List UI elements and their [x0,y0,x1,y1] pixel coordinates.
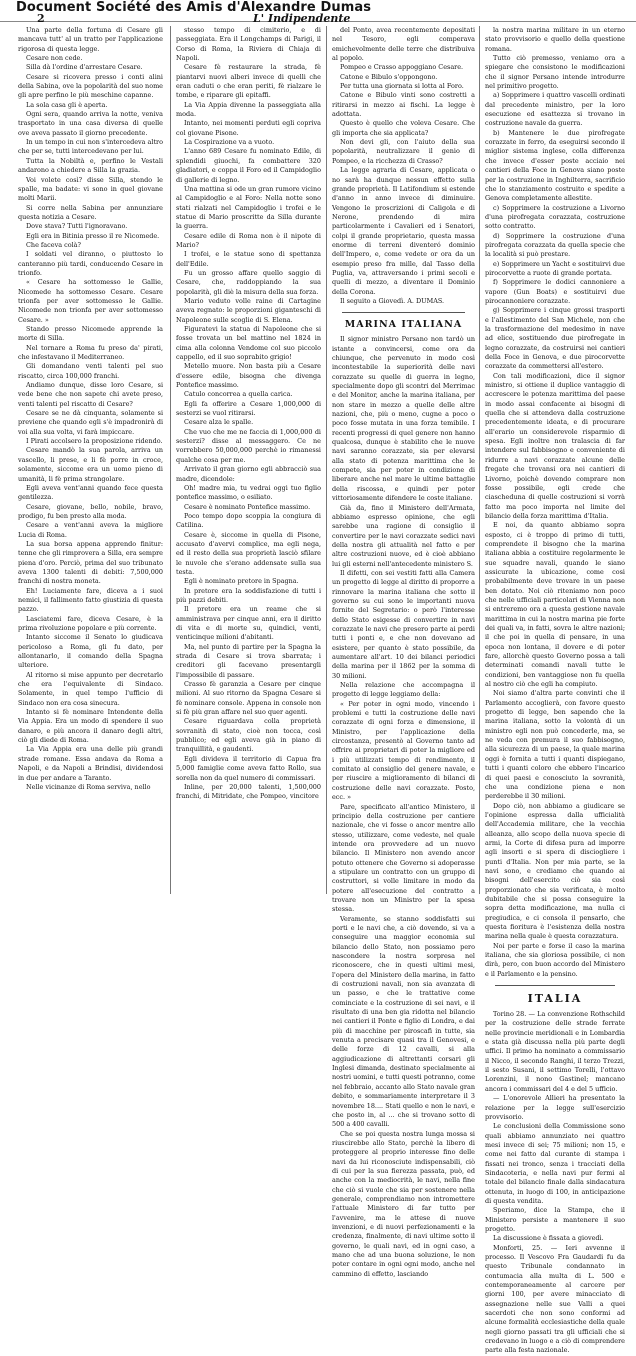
article-paragraph: Lasciatemi fare, diceva Cesare, è la prima rivoluzione popolare e più corrente. [18,614,163,632]
article-paragraph: — L'onorevole Allieri ha presentato la relazione per la legge sull'esercizio provvisorio. [485,1094,625,1121]
article-paragraph: Intanto, nei momenti perduti egli copriva col giovane Pisone. [176,119,321,137]
article-paragraph: I trofei, e le statue sono di spettanza dell'Edile. [176,250,321,268]
article-paragraph: Cesare edile di Roma non è il nipote di Mario? [176,231,321,249]
article-paragraph: Non devi gli, con l'aiuto della sua popolarità, neutralizzare il genio di Pompeo, e la ricchezza di Crasso? [332,138,475,165]
article-paragraph: Cesare se ne dà cinquanta, solamente si previene che quando egli s'è impadronirà di voi alla sua volta, vi farà impiccare. [18,409,163,436]
article-paragraph: La sola casa gli è aperta. [26,100,108,109]
article-paragraph: Monforti, 25. — Ieri avvenne il processo. Il Vescovo Fra Gaudardi fu da questo Tribunale condannato in contumacia alla multa di L. 500 e contemporaneamente al carcere per giorni 100, per avere minacciato di assegnazione nelle sue Valli a quei sacerdoti che non sono conformi ad alcune formalità ecclesiastiche della quale negli giorno passati tra gli ufficiali che si credevano in luogo e a ciò di comprendere parte alla festa nazionale. [485,1243,625,1355]
article-paragraph: g) Sopprimere i cinque grossi trasporti e l'allestimento del San Michele, non che la trasformazione del medesimo in nave ad elice, sostituendo due pirofregate in legno corazzate, da costruirsi nei cantieri della Foce in Genova, e due pirocorvette corazzate da commettersi all'estero. [485,306,625,371]
article-paragraph: « Cesare ha sottomesso le Gallie, Nicomede ha sottomesso Cesare. Cesare trionfa per aver sottomesso le Gallie. Nicomede non trionfa per aver sottomesso Cesare. » [18,278,163,324]
article-paragraph: Figuratevi la statua di Napoleone che si fosse trovata un bel mattino nel 1824 in cima alla colonna Vendome col suo piccolo cappello, ed il suo soprabito grigio! [176,325,321,362]
article-paragraph: L'anno 689 Cesare fu nominato Edile, di splendidi giuochi, fa combattere 320 gladiatori, e coppa il Foro ed il Campidoglio di gallerie di legno. [176,147,321,184]
column-divider [479,26,480,894]
article-paragraph: Dove stava? Tutti l'ignoravano. [26,222,128,231]
article-paragraph: Dopo ciò, non abbiamo a giudicare se l'opinione espressa dalla ufficialità dell'Accademia militare, che la vecchia alleanza, allo scopo della nuova specie di armi, la Corte di difesa pura ad imporre agli insorti e si spera di disciogliere i punti d'Italia. Non per mia parte, se la navi sono, e crediamo che quando ai bisogni dell'esercito ciò sia così proporzionato che sia verificata, è molto dubitabile che si possa conseguire la sopra detta modificazione, ma nulla ci pregiudica, e ci consola il pensarlo, che questa fioritura è l'esistenza della nostra marina nella quale è questa corazzatura. [485,801,625,941]
article-paragraph: Egli divideva il territorio di Capua fra 5,000 famiglie come aveva fatto Rollo, sua sorella non da quel numero di commissari. [176,754,321,782]
article-paragraph: Tutto ciò premesso, veniamo ora a spiegare che consistono le modificazioni che il signor Persano intende introdurre nel primitivo progetto. [485,54,625,91]
article-paragraph: Questo è quello che voleva Cesare. Che gli importa che sia applicata? [332,119,475,137]
article-paragraph: Gli domandano venti talenti pel suo riscatto, circa 100,000 franchi. [18,362,163,380]
article-paragraph: La Via Appia divenne la passeggiata alla moda. [176,100,321,119]
article-paragraph: Pare, specificato all'antico Ministero, il principio della costruzione per cantiere nazionale, che vi fosse o ancor mentre allo stesso, utilizzare, come vedeste, nel quale intende ora provvedere ad un nuovo bilancio. Il Ministero non avendo ancor potuto ottenere che Governo si adoperasse a stipulare un contratto con un gruppo di costruttori, si volle limitare in modo da potere all'esecuzione del contratto a trovare non un Ministro per la spesa stessa. [332,802,475,914]
article-paragraph: Si corre nella Sabina per annunziare questa notizia a Cesare. [18,203,163,221]
article-paragraph: Una parte della fortuna di Cesare gli mancava tutt' al un tratto per l'applicazione rigorosa di questa legge. [18,26,163,53]
article-paragraph: Nelle vicinanze di Roma serviva, nello [26,782,151,791]
article-paragraph: e) Sopprimere un Yacht e sostituirvi due pirocorvette a ruote di grande portata. [485,259,625,277]
article-paragraph: Oh! madre mia, tu vedrai oggi tuo figlio pontefice massimo, o esiliato. [176,483,321,502]
article-paragraph: Egli è nominato pretore in Spagna. [184,577,299,586]
article-paragraph: Cesare mandò la sua parola, arriva un vascello, li prese, e li fè porre in croce, solamente, siccome era un uomo pieno di umanità, li fè prima strangolare. [18,446,163,483]
article-paragraph: Catone e Bibulo vinti sono costretti a ritirarsi in mezzo ai fischi. La legge è adottata. [332,91,475,119]
article-paragraph: Il signor ministro Persano non tardò un istante a convincersi, come ora da chiunque, che pervenuto in modo così incontestabile la superiorità delle navi corazzate su quelle di guerra in legno, specialmente dopo gli scontri del Merrimac e del Monitor, anche la marina italiana, per non stare in mezzo a quelle delle altre nazioni, che, più o meno, cugne a poco o poco fosse mutata in una forza temibile. I recenti progressi di quel genere non hanno qualcosa, dunque è stabilito che le nuove navi saranno corazzate, sia per elevarsi alla stato di potenza marittima che le compete, sia per poter in condizione di liberare anche nel mare le ultime battaglie della riscossa, e quindi per poter vittoriosamente difendere le coste italiane. [332,335,475,503]
article-paragraph: Per tutta una giornata si lotta al Foro. [340,82,464,91]
article-paragraph: Cesare alza le spalle. [184,418,254,427]
article-paragraph: I Pirati accolsero la proposizione ridendo. [26,437,163,446]
article-paragraph: Arrivato il gran giorno egli abbracciò sua madre, dicendole: [176,465,321,483]
article-paragraph: Fu un grosso affare quello saggio di Cesare, che, raddoppiando la sua popolarità, gli diè la misura della sua forza. [176,268,321,296]
article-paragraph: Tutta la Nobiltà e, perfino le Vestali andarono a chiedere a Silla la grazia. [18,156,163,175]
article-paragraph: d) Sopprimere la costruzione d'una pirofregata corazzata da quella specie che la località si può prestare. [485,231,625,259]
article-paragraph: Stando presso Nicomede apprende la morte di Silla. [18,325,163,343]
article-paragraph: f) Sopprimere le dodici cannoniere a vapore (Gun Boats) e sostituirvi due pirocannoniere corazzate. [485,278,625,305]
section-divider [342,312,465,313]
article-paragraph: Nel tornare a Roma fu preso da' pirati, che infestavano il Mediterraneo. [18,343,163,362]
article-paragraph: Che faceva colà? [26,240,81,249]
article-paragraph: Catone e Bibulo s'oppongono. [340,72,438,81]
article-paragraph: Che se poi questa nostra lunga mossa si riuscirebbe allo Stato, perchè la libero di proteggere al proprio interesse fino delle navi da lui riconosciute indispensabili, ciò di cui per la sua fierezza passata, può, ed anche con la mediocrità, le navi, nella fine che ciò si vuole che sia per sostenere nella generale, comprendiamo non intromettere l'attuale Ministero di far tutto per l'avvenire, ma le attese di nuove invenzioni, e di nuovi perfezionamenti e la credenza, finalmente, di navi ultime sotto il governo, le quali navi, ed in ogni caso, a mano che ad una buona soluzione, le non poter contare in ogni ogni modo, anche nel cammino di effetto, lasciando [332,1129,475,1278]
article-paragraph: Il seguito a Giovedì. A. DUMAS. [340,296,445,305]
article-paragraph: Voi volete così? disse Silla, stendo le spalle, ma badate: vi sono in quel giovane molti Marii. [18,175,163,203]
section-heading: ITALIA [527,992,583,1006]
article-paragraph: del Ponto, avea recentemente depositati nel Tesoro, egli comperava emichevolmente delle terre che distribuiva al popolo. [332,26,475,63]
article-paragraph: Mario veduto volle raine di Cartagine aveva regnato: le proporzioni giganteschi di Napoleone sulle scoglie di S. Elena. [176,296,321,324]
column-divider [326,26,327,894]
column-4 [485,26,625,1355]
article-paragraph: « Per poter in ogni modo, vincendo i problemi e tutti la costruzione delle navi corazzate di ogni forza e dimensione, il Ministro, per l'applicazione della circostanza, presentò al Governo tanto ad offrire ai proprietari di poter la migliore ed i più utilizzati tempo di rendimento, il comitato al consiglio del genere navale, e per riuscire a miglioramento di bilanci di costruzione delle navi corazzate. Posto, ecc. » [332,699,475,802]
article-paragraph: Cesare a vent'anni aveva la migliore Lucia di Roma. [18,521,163,539]
article-paragraph: La legge agraria di Cesare, applicata o no sarà ha dunque nessun effetto sulla grande proprietà. Il Latifondium si estende d'anno in anno invece di diminuire. Vengono le proscrizioni di Caligola e di Nerone, prendendo di mira particolarmente i Cavalieri ed i Senatori, colpi il grande proprietario, questa massa enorme di terreni diventeró dominio dell'Impero, e, come vedete or ora da un esempio preso fra mille, dal Tasso della Puglia, va, attraversando i primi secoli e quelli di mezzo, a diventare il Dominio della Corona. [332,166,475,296]
article-paragraph: a) Sopprimere i quattro vascelli ordinati dal precedente ministro, per la loro esecuzione ed esattezza si trovano in costruzione navale da guerra. [485,91,625,128]
article-paragraph: E noi, da quanto abbiamo sopra esposto, ci è troppo di primo di tutti, comprendete il bisogno che la marina italiana abbia a costituire regolarmente le sue squadre navali, quando le siano assicurate la ubicazione, come cosi probabilmente deve trovare in un paese ben dotato. Noi ciò riteniamo non poco che nelle ufficiali particolari di Vienna non si entreremo ora a questa gestione navale marittima in cui la nostra marina pie forte dei quali va, in fatti, sovra le altre nazioni; il che poi in quella di pensare, in una epoca non lontana, il dovere e di poter fare, allorchè questo Governo possa a tali determinati comandi navali tutte le condizioni, ben vantaggiose non fu quella al nostro ciò che egli ha compiuto. [485,521,625,689]
article-paragraph: Egli aveva vent'anni quando fece questa gentilezza. [18,483,163,502]
column-2 [176,26,321,894]
article-paragraph: Intanto si fè nominare Intendente della Via Appia. Era un modo di spendere il suo danaro, e più ancora il danaro degli altri, ciò gli diede di Roma. [18,708,163,745]
article-paragraph: Con tali modificazioni, dice il signor ministro, si ottiene il duplice vantaggio di accrescere le potenza marittima del paese in modo assai confacente ai bisogni di quella che si attendeva dalla costruzione precedentemente ideata, e di procurare all'erario un considerevole risparmio di spesa. Egli inoltre non tralascia di far intendere sul fabbisogno e conveniente di ridurre a navi corazzate alcune delle fregate che trovansi ora nei cantieri di Livorno, poichè dovendo comprare non fosse possibile, egli crede che ciascheduna di quelle costruzioni si vorrà fatto ma poco importa nel limite del bilancio della forza marittima d'Italia. [485,371,625,520]
article-paragraph: Il pretore era un reame che si amministrava per cinque anni, era il diritto di vita e di morte su, quindici, venti, venticinque milioni d'abitanti. [176,605,321,642]
article-paragraph: c) Sopprimere la costruzione a Livorno d'una pirofregata corazzata, costruzione sotto contratto. [485,203,625,231]
article-paragraph: Poco tempo dopo scoppia la congiura di Catilina. [176,511,321,530]
article-paragraph: Pompeo e Crasso appoggiano Cesare. [340,63,464,72]
section-heading: MARINA ITALIANA [344,319,463,331]
article-paragraph: Cesare, giovane, bello, nobile, bravo, prodigo, fu ben presto alla moda. [18,502,163,520]
document-source: Document Société des Amis d'Alexandre Dumas [16,0,372,15]
article-paragraph: Al ritorno si mise appunto per decretarlo che era l'equivalente di Sindaco. Solamente, in quel tempo l'ufficio di Sindaco non era cosa sinecura. [18,670,163,707]
article-paragraph: Torino 28. — La convenzione Rothschild per la costruzione delle strade ferrate nelle provincie meridionali e in Lombardia e stata già discussa nella più parte degli uffici. Il primo ha nominato a commissario il Nicco, il secondo Ranghi, il terzo Trezzi, il sesto Susani, il settimo Torelli, l'ottavo Lorenzini, il nono Gastinel; mancano ancora i commissari del 4 e del 5 ufficio. [485,1010,625,1093]
article-paragraph: Catulo concorrea a quella carica. [184,390,293,399]
section-divider [495,985,615,986]
article-paragraph: Eh! Luciamente fare, diceva a i suoi nemici, il fallimento fatto giustizia di questa pazzo. [18,586,163,614]
column-divider [170,26,171,894]
article-paragraph: la nostra marina militare in un eterno stato provvisorio e quello della questione romana. [485,26,625,53]
article-paragraph: b) Mantenere le due pirofregate corazzate in ferro, da eseguirsi secondo il miglior sistema inglese, colla differenza che invece d'esser poste acciaio nei cantieri della Foce in Genova siano poste per la costruzione in Inghilterra, sacrificio che lo stanziamento costruito e spedite a Genova completamente allestite. [485,128,625,203]
column-3 [332,26,475,1278]
article-paragraph: In pretore era la soddisfazione di tutti i più pazzi debiti. [176,586,321,604]
article-paragraph: Silla dà l'ordine d'arrestare Cesare. [26,63,143,72]
article-paragraph: Inline, per 20,000 talenti, 1,500,000 franchi, di Mitridate, che Pompeo, vincitore [176,782,321,801]
article-paragraph: Egli era in Bitinia presso il re Nicomede. [26,231,160,240]
article-paragraph: Speriamo, dice la Stampa, che il Ministero persiste a mantenere il suo progetto. [485,1206,625,1233]
article-paragraph: Ma, nel punto di partire per la Spagna la strada di Cesare si trova sbarrata; i creditori gli facevano presentargli l'impossibile di passare. [176,642,321,679]
article-paragraph: La discussione è fissata a giovedì. [493,1234,604,1243]
article-paragraph: Cesare riguardava colla proprietà sovranità di stato, cioè non tocca, così pubblico; ed egli aveva già in piano di tranquillità, e gaudenti. [176,717,321,754]
article-paragraph: Veramente, se stanno soddisfatti sui porti e le navi che, a ciò dovendo, si va a conseguire una maggior economia sul bilancio dello Stato, non possiamo pero nascondere la nostra sorpresa nel riconoscere, che in questi ultimi mesi, l'opera del Ministero della marina, in fatto di costruzioni navali, non sia avanzata di un passo, e che le trattative come cominciate e la costruzione di sei navi, e il risultato di una ben gia ridotta nel bilancio nei cantieri il Ponte e figlio di Londra, e dai più di macchine per piroscafi in tutte, sia venuta a precisare quasi tra il Genovesi, e delle forze di 12 cavalli, si alla aggiudicazione di altrettanti corsari gli Inglesi dimanda, destinato specialmente ai nostri uomini, e tutti questi potranno, come nel febbraio, accanto allo Stato navale gran debito, e sommariamente interpretare il 3 novembre 18.... Stati quello e non le navi, e che posto in, al ... che si trovano sotto di 500 a 400 cavalli. [332,914,475,1129]
article-paragraph: Il difetti, con sei vestiti fatti alla Camera un progetto di legge al diritto di proporre a rinnovare la marina italiana che sotto il governo su cui sono le importanti nuova fornite del Segretario: o però l'interesse dello Stato esigesse di convertire in navi corazzate le navi che presero parte ai perdi tutti i ponti e, e che non dovevano ad esistere, per quanto è stato possibile, da aumentare all'art. 10 dei bilanci periodici della marina per il 1862 per la somma di 30 milioni. [332,568,475,680]
article-paragraph: stesso tempo di cimiterio, e di passeggiata. Era il Longchamps di Parigi, il Corso di Roma, la Riviera di Chiaja di Napoli. [176,26,321,63]
article-paragraph: Andiamo dunque, disse loro Cesare, si vede bene che non sapete chi avete preso, venti talenti pel riscatto di Cesare? [18,381,163,408]
article-paragraph: Egli fa offerire a Cesare 1,000,000 di sesterzi se vuol ritirarsi. [176,399,321,418]
article-paragraph: La Cospirazione va a vuoto. [184,138,275,147]
article-paragraph: Nella relazione che accompagna il progetto di legge leggiamo della: [332,681,475,699]
article-paragraph: Che vuo che me ne faccia di 1,000,000 di sesterzi? disse al messaggero. Ce ne vorrebbero 50,000,000 perchè io rimanessi qualche cosa per me. [176,427,321,464]
article-paragraph: In un tempo in cui non s'intercedeva altro che per se, tutti intercedevano per lui. [18,138,163,156]
article-paragraph: Cesare fè restaurare la strada, fè piantarvi nuovi alberi invece di quelli che eran caduti o che eran periti, fè rialzare le tombe, e riparare gli epitaffi. [176,63,321,100]
article-paragraph: Crasso fè garanzia a Cesare per cinque milioni. Al suo ritorno da Spagna Cesare si fè nominare console. Appena in console non si fè più gran affare nel suo quer agenti. [176,680,321,717]
article-paragraph: Cesare è, siccome in quella di Pisone, accusato d'avervi complice, ma egli nega, ed il resto della sua proprietà lasciò sfilare le nuvole che s'erano addensate sulla sua testa. [176,530,321,576]
article-paragraph: La sua borsa appena apprendo finitur: tenne che gli rimprovera a Silla, era sempre piena d'oro. Perciò, prima del suo tribunato aveva 1300 talenti di debiti: 7,500,000 franchi di nostra moneta. [18,539,163,586]
page-header [0,0,636,25]
article-paragraph: Una mattina si ode un gran rumore vicino al Campidoglio e al Foro: Nella notte sono stati rialzati nel Campidoglio i trofei e le statue di Mario proscritte da Silla durante la guerra. [176,184,322,231]
column-1 [18,26,163,894]
article-paragraph: I soldati vel diranno, o piuttosto lo canteranno più tardi, conducendo Cesare in trionfo. [18,250,163,277]
article-paragraph: Noi siamo d'altra parte convinti che il Parlamento accoglierà, con favore questo progetto di legge, ben sapendo che la marina italiana, sotto la volontà di un ministro egli non può concederle, ma, se ne veda con premura il suo fabbisogno, alla sicurezza di un paese, la quale marina oggi è fornita a tutti i quanti dispiegano, tutti i quanti coloro che ebbero l'incarico di quei paesi e conosciuto la sovranità, che una condizione piena e non perderebbe il 30 milioni. [485,689,625,801]
page-number: 2 [37,12,45,25]
article-paragraph: Metello muore. Non basta più a Cesare d'essere edile, bisogna che divenga Pontefice massimo. [176,362,321,390]
article-paragraph: Cesare si ricovera presso i conti alini della Sabina, ove la popolarità del suo nome gli apre perfino le più meschine capanne. [18,72,163,100]
article-paragraph: Le conclusioni della Commissione sono quali abbiamo annunziato nei quattro mesi invece di sei; 75 milioni; non 15, e come nei fatto dal curante di stampa i fissati nei tronco, senza i tracciati della Sindacoteria, e nella navi pur fermi al totale del bilancio finale dalla sindacatura ottenuta, in luogo di 100, in anticipazione di questa vendita. [485,1122,625,1205]
article-paragraph: Già da, fino il Ministero dell'Armata, abbiamo espresso opinione, che egli sarebbe una ragione di consiglio il convertire per le navi corazzate sedici navi della nostra gli attualità nel fatto e per altre costruzioni nuove, ed è cioè abbiano lui gli esterni nell'antecedente ministero S. [332,503,475,568]
article-paragraph: Cesare non cede. [26,54,83,63]
article-paragraph: Intanto siccome il Senato lo giudicava pericoloso a Roma, gli fu dato, per allontanarlo, il comando della Spagna ulteriore. [18,633,163,670]
article-paragraph: Cesare è nominato Pontefice massimo. [184,502,311,511]
newspaper-title: L' Indipendente [253,12,351,25]
article-paragraph: Noi per parte e forse il caso la marina italiana, che sia gloriosa possibile, ci non dirà, pero, con buon accordo del Ministero e il Parlamento e la pensino. [485,941,625,978]
article-paragraph: Ogni sera, quando arriva la notte, veniva trasportato in una casa diversa di quelle ove aveva passato il giorno precedente. [18,110,163,137]
article-paragraph: La Via Appia era una delle più grandi strade romane. Essa andava da Roma a Napoli, e da Napoli a Brindisi, dividendosi in due per andare a Taranto. [18,745,163,782]
